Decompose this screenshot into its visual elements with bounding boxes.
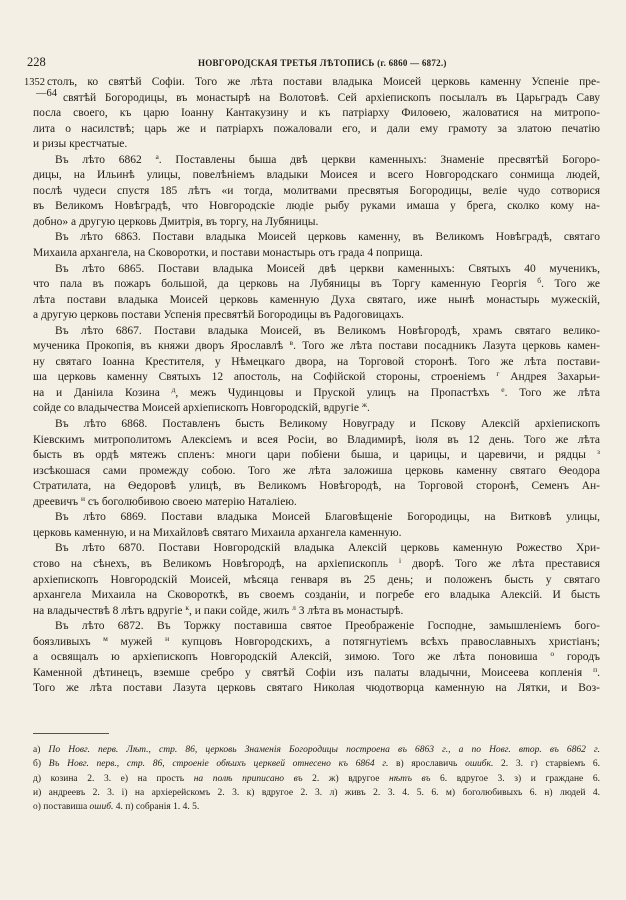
paragraph: [33, 619, 600, 697]
text-line: церковь каменную, и на Михайловѣ святаго Михаила архангела каменную.: [33, 526, 402, 539]
text-line: дреевичъ $^и$ съ боголюбивою своею матерію Наталіею.: [33, 494, 297, 508]
footnote-marker: ж: [361, 401, 367, 410]
footnote-marker: м: [103, 634, 108, 643]
paragraph: [33, 417, 600, 510]
margin-year-end: —64: [36, 88, 57, 99]
footnote-marker: к: [185, 603, 190, 612]
italic-text: ошиб.: [89, 802, 114, 813]
footnotes: [33, 743, 600, 814]
paragraph: [33, 510, 600, 541]
footnote-line: и) андреевъ 2. 3. і) на архіерейскомъ 2. 3. к) вдругое 2. 3. л) живъ 2. 3. 4. 5. 6. м) боголюбивыхъ 6. н) людей 4.: [33, 787, 600, 798]
footnote-line: б) Въ Новг. перв., стр. 86, строеніе обѣихъ церквей отнесено къ 6864 г. в) ярославичь ошибк. 2. 3. г) старвіемъ 6.: [33, 759, 600, 770]
text-line: столъ, ко святѣй Софіи. Того же лѣта постави владыка Моисей церковь каменну Успеніе пре-: [47, 76, 600, 88]
text-line: боязливыхъ $^м$ мужей $^н$ купцовъ Новгородскихъ, а потягнутіемъ всѣхъ православныхъ христіанъ;: [33, 634, 600, 648]
page-number: 228: [27, 55, 46, 69]
text-line: стово на сѣнехъ, въ Великомъ Новѣгородѣ, на архіепископль $^і$ дворѣ. Того же лѣта преставися: [33, 556, 600, 570]
italic-text: на полѣ приписано въ: [193, 773, 303, 784]
footnote-marker: е: [501, 385, 505, 394]
text-line: Въ лѣто 6872. Въ Торжку поставиша святое Преображеніе Господне, замышленіемъ бого-: [55, 620, 600, 633]
running-title: НОВГОРОДСКАЯ ТРЕТЬЯ ЛѢТОПИСЬ (г. 6860 — 6872.): [198, 58, 447, 68]
footnote-marker: н: [165, 634, 170, 643]
text-line: Въ лѣто 6862 $^а$. Поставлены быша двѣ церкви каменныхъ: Знаменіе пресвятѣй Богоро-: [55, 152, 600, 166]
text-line: Кіевскимъ митрополитомъ Алексіемъ и всея Росіи, во Владимирѣ, іюля въ 12 день. Того же лѣта: [33, 433, 600, 446]
margin-year-start: 1352: [24, 77, 45, 88]
paragraph: [33, 541, 600, 619]
text-line: а освящалъ ю архіепископъ Новгородскій Алексій, зимою. Того же лѣта поновиша $^о$ городъ: [33, 650, 600, 664]
text-line: лита о насилствѣ; царь же и патріархъ пожаловали его, и дали ему грамоту за златою печатію: [33, 122, 600, 135]
footnote-line: д) козина 2. 3. е) на прость на полѣ приписано въ 2. ж) вдругое нѣтъ въ 6. вдругое 3. з) и граждане 6.: [33, 773, 600, 784]
text-line: бысть въ ордѣ мятежъ спленъ: многи цари побіени быша, и царицы, и царевичи, и рядцы $^з$: [33, 448, 600, 462]
text-line: сойде со владычества Моисей архіепископъ Новгородскій, вдругіе $^ж$.: [33, 401, 370, 415]
text-line: лѣта постави владыка Моисей церковь каменную Духа святаго, иже нынѣ монастырь мужескій,: [33, 293, 600, 306]
text-line: архіепископъ Новгородскій Моисей, мѣсяца генваря въ 25 день; и положенъ бысть у святаго: [33, 573, 600, 586]
text-line: мученика Прокопія, въ княжи дворъ Ярославлѣ $^в$. Того же лѣта постави посадникъ Лазута церковь камен-: [33, 339, 600, 353]
footnote-marker: і: [399, 556, 402, 565]
italic-text: нѣтъ въ: [389, 773, 431, 784]
text-line: архангела Михаила на Сковороткѣ, въ своемъ созданіи, и погребе его владыка Алексій. И бысть: [33, 589, 600, 602]
text-line: Того же лѣта постави Лазута церковь святаго Николая чюдотворца каменную на Лятки, и Воз-: [33, 682, 600, 695]
text-line: Въ лѣто 6868. Поставленъ бысть Великому Новуграду и Пскову Алексій архіепископъ: [55, 418, 600, 431]
paragraph: [33, 153, 600, 231]
footnote-marker: д: [171, 385, 176, 394]
paragraph: [33, 230, 600, 261]
italic-text: По Новг. перв. Лѣт., стр. 86, церковь Знаменія Богородицы построена въ 6863 г., а по Новг. втор. въ 6862 г.: [48, 745, 600, 755]
footnote-marker: о: [550, 650, 555, 659]
text-line: и ризы крестчатые.: [33, 138, 128, 151]
text-line: ну святаго Іоанна Крестителя, у Нѣмецкаго двора, на Торговой сторонѣ. Того же лѣта постави-: [33, 355, 600, 368]
text-line: святѣй Богородицы, въ монастырѣ на Волотовѣ. Сей архіепископъ посылалъ въ Царьградъ Саву: [63, 91, 600, 104]
text-line: посла своего, къ царю Іоанну Кантакузину и къ патріарху Филоѳею, жаловатися на митропо-: [33, 107, 600, 120]
footnote-marker: а: [155, 152, 159, 161]
footnote-marker: п: [593, 665, 598, 674]
text-line: на владычествѣ 8 лѣтъ вдругіе $^к$, и паки сойде, жилъ $^л$ 3 лѣта въ монастырѣ.: [33, 603, 404, 617]
footnote-marker: г: [496, 370, 500, 379]
paragraph: [33, 75, 600, 153]
text-line: ша церковь каменну Святыхъ 12 апостоль, на Софійской стороны, строеніемъ $^г$ Андрея Захарьи-: [33, 370, 600, 384]
text-line: Въ лѣто 6867. Постави владыка Моисей, въ Великомъ Новѣгородѣ, храмъ святаго велико-: [55, 324, 600, 337]
text-line: Въ лѣто 6863. Постави владыка Моисей церковь каменну, въ Великомъ Новѣградѣ, святаго: [55, 231, 600, 244]
text-line: Стратилата, на Ѳедоровѣ улицѣ, въ Великомъ Новѣгородѣ, на Торговой сторонѣ, Семенъ Ан-: [33, 480, 600, 493]
italic-text: Въ Новг. перв., стр. 86, строеніе обѣихъ церквей отнесено къ 6864 г.: [48, 759, 389, 770]
footnote-line: о) поставиша ошиб. 4. п) собранія 1. 4. 5.: [33, 802, 200, 813]
text-line: изсѣкошася сами промежду собою. Того же лѣта заложиша церковь каменну святаго Ѳеодора: [33, 464, 600, 477]
text-line: Въ лѣто 6869. Постави владыка Моисей Благовѣщеніе Богородицы, на Витковѣ улицы,: [55, 511, 600, 524]
text-line: добно» а другую церковь Дмитрія, въ торгу, на Лубяницы.: [33, 215, 319, 228]
chronicle-text: [33, 75, 600, 697]
text-line: послѣ чудеси спустя 185 лѣтъ «и тогда, молитвами пресвятыя Богородицы, веліе чудо сотворися: [33, 184, 600, 197]
footnote-line: а) По Новг. перв. Лѣт., стр. 86, церковь Знаменія Богородицы построена въ 6863 г., а по Новг. втор. въ 6862 г.: [33, 745, 600, 755]
text-line: дицы, на Ильинѣ улицы, повелѣніемъ владыки Моисея и всего Новгородскаго сонмища людей,: [33, 169, 600, 182]
footnote-marker: з: [597, 448, 600, 457]
text-line: что пала въ пожаръ большой, да церковь на Лубяницы въ Торгу каменную Георгія $^б$. Того же: [33, 277, 600, 291]
footnote-marker: б: [537, 277, 542, 286]
footnote-separator: [33, 733, 109, 734]
text-line: на и Даніила Козина $^д$, межъ Чудинцовы и Пруской улицъ на Пропастѣхъ $^е$. Того же лѣта: [33, 385, 600, 399]
footnote-marker: л: [292, 603, 296, 612]
text-line: Въ лѣто 6870. Постави Новгородскій владыка Алексій церковь каменную Рожество Хри-: [55, 542, 600, 555]
text-line: а другую церковь постави Успенія пресвятѣй Богородицы въ Радоговицахъ.: [33, 309, 405, 322]
footnote-marker: и: [81, 494, 86, 503]
text-line: въ Великомъ Новѣградѣ, что Новгородскіе людіе рыбу руками имаша у брега, сколко кому на-: [33, 200, 600, 213]
paragraph: [33, 324, 600, 417]
text-line: Каменной дѣтинецъ, вземше сребро у святѣй Софіи изъ палаты владычни, Моисеева копленія $^п$.: [33, 665, 600, 679]
text-line: Въ лѣто 6865. Постави владыка Моисей двѣ церкви каменныхъ: Святыхъ 40 мученикъ,: [55, 262, 600, 275]
italic-text: ошибк.: [465, 759, 494, 770]
text-line: Михаила архангела, на Сковоротки, и постави монастырь отъ града 4 поприща.: [33, 247, 423, 260]
footnote-marker: в: [289, 339, 294, 348]
paragraph: [33, 262, 600, 324]
